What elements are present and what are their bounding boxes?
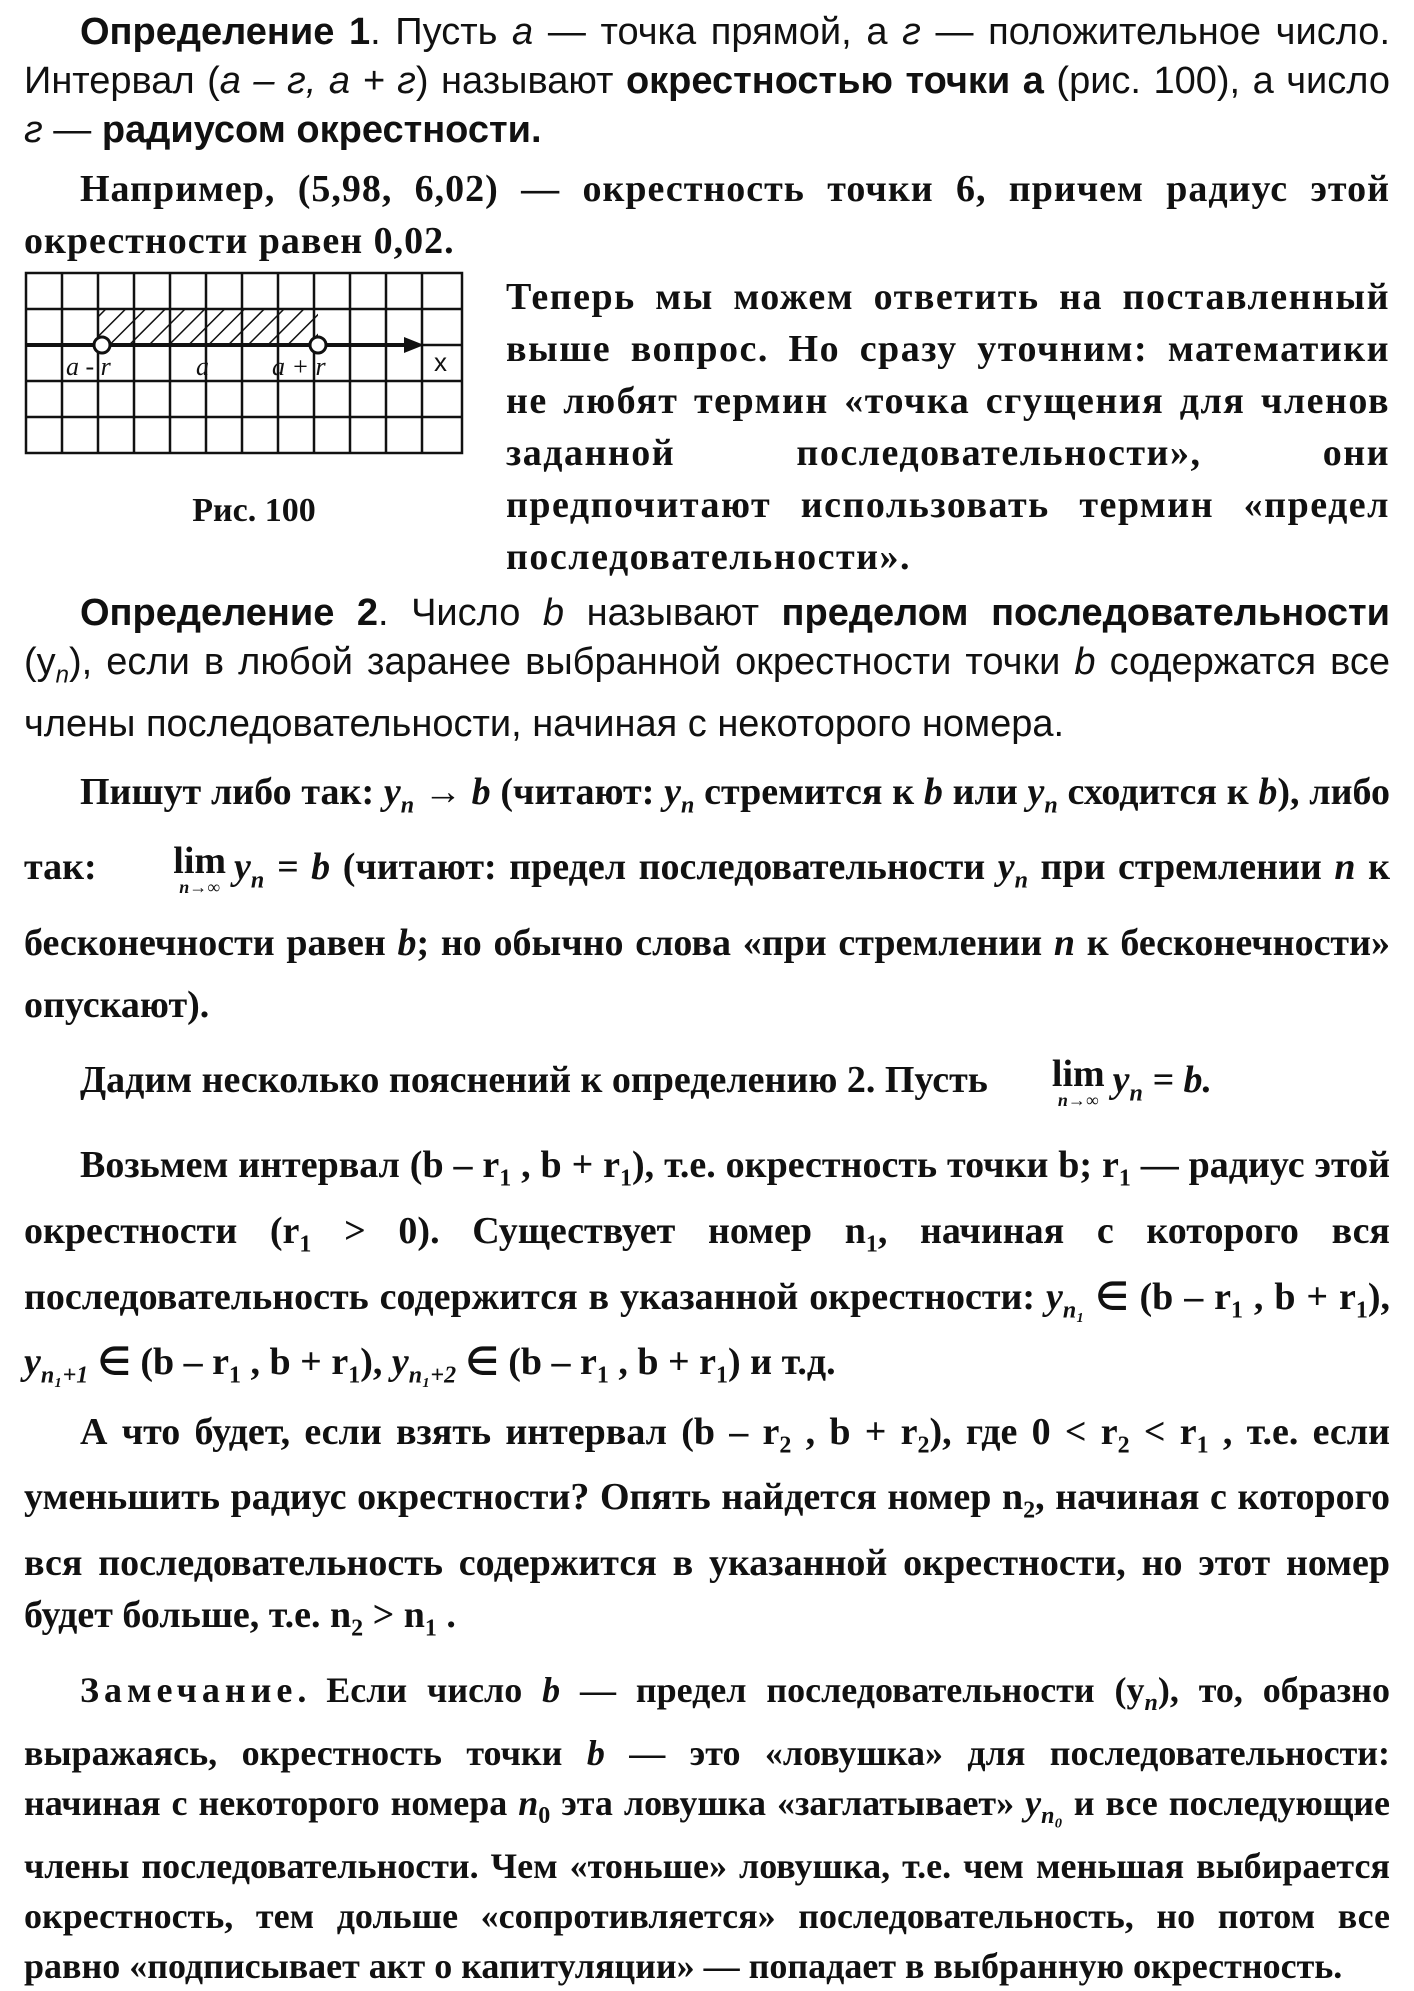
notation-paragraph: Пишут либо так: $y_n \to b$ (читают: $y_n$ стремится к b или $y_n$ сходится к b), либо так: lim n→∞ $y_n = b$ (читают: предел последовательности $y_n$ при стремлении n к бесконечности равен b; но обычно слова «при стремлении n к бесконечности» опускают). <box>24 770 1391 1026</box>
definition-1: Определение 1. Пусть а — точка прямой, а г — положительное число. Интервал (а – г, а + г) называют окрестностью точки а (рис. 100), а число г — радиусом окрестности. <box>24 11 1391 151</box>
figure-caption: Рис. 100 <box>192 492 316 529</box>
smaller-radius-paragraph: А что будет, если взять интервал ($b - r_2$ , $b + r_2$), где $0 < r_2 < r_1$ , т.е. если уменьшить радиус окрестности? Опять найдется номер $n_2$, начиная с которого вся последовательность содержится в указанной окрестности, но этот номер будет больше, т.е. $n_2 > n_1$ . <box>24 1410 1390 1642</box>
limit-expression: lim n→∞ <box>173 840 227 898</box>
explanation-paragraph: Дадим несколько пояснений к определению 2. Пусть lim n→∞ $y_n = b$. <box>80 1052 1213 1110</box>
text-beside-figure: Теперь мы можем ответить на поставленный выше вопрос. Но сразу уточним: математики не любят термин «точка сгущения для членов заданной последовательности», они предпочитают использовать термин «предел последовательности». <box>506 276 1390 578</box>
page <box>24 8 1390 1991</box>
definition-2-label: Определение 2 <box>80 592 378 634</box>
label-a-plus-r: a + r <box>272 352 326 381</box>
label-a: a <box>196 352 209 381</box>
definition-1-label: Определение 1 <box>80 11 371 53</box>
label-a-minus-r: a - r <box>66 352 111 381</box>
remark-label: Замечание <box>80 1669 298 1710</box>
term-neighborhood: окрестностью точки а <box>625 60 1044 102</box>
term-limit: пределом последовательности <box>781 592 1390 634</box>
term-radius: радиусом окрестности. <box>101 109 542 151</box>
hatched-interval <box>98 309 318 345</box>
take-interval-paragraph: Возьмем интервал ($b - r_1$ , $b + r_1$), т.е. окрестность точки b; $r_1$ — радиус этой окрестности $(r_1 > 0)$. Существует номер $n_1$, начиная с которого вся последовательность содержится в указанной окрестности: $y_{n_1}$ ∈ ($b - r_1$ , $b + r_1$), $y_{n_1+1}$ ∈ ($b - r_1$ , $b + r_1$), $y_{n_1+2}$ ∈ ($b - r_1$ , $b + r_1$) и т.д. <box>24 1144 1391 1389</box>
remark-paragraph: Замечание. Если число b — предел последовательности $(y_n)$, то, образно выражаясь, окрестность точки b — это «ловушка» для последовательности: начиная с некоторого номера $n_0$ эта ловушка «заглатывает» $y_{n_0}$ и все последующие члены последовательности. Чем «тоньше» ловушка, т.е. чем меньшая выбирается окрестность, тем дольше «сопротивляется» последовательность, но потом все равно «подписывает акт о капитуляции» — попадает в выбранную окрестность. <box>24 1669 1390 1986</box>
example-paragraph: Например, (5,98, 6,02) — окрестность точки 6, причем радиус этой окрестности равен 0,02. <box>24 168 1390 262</box>
right-endpoint <box>310 337 326 353</box>
definition-2: Определение 2. Число b называют пределом последовательности $(y_n)$, если в любой заранее выбранной окрестности точки b содержатся все члены последовательности, начиная с некоторого номера. <box>24 592 1390 745</box>
figure-100 <box>24 271 484 583</box>
left-endpoint <box>94 337 110 353</box>
neighborhood-diagram <box>24 271 464 481</box>
figure-row <box>24 271 1390 583</box>
label-x: x <box>434 347 447 377</box>
